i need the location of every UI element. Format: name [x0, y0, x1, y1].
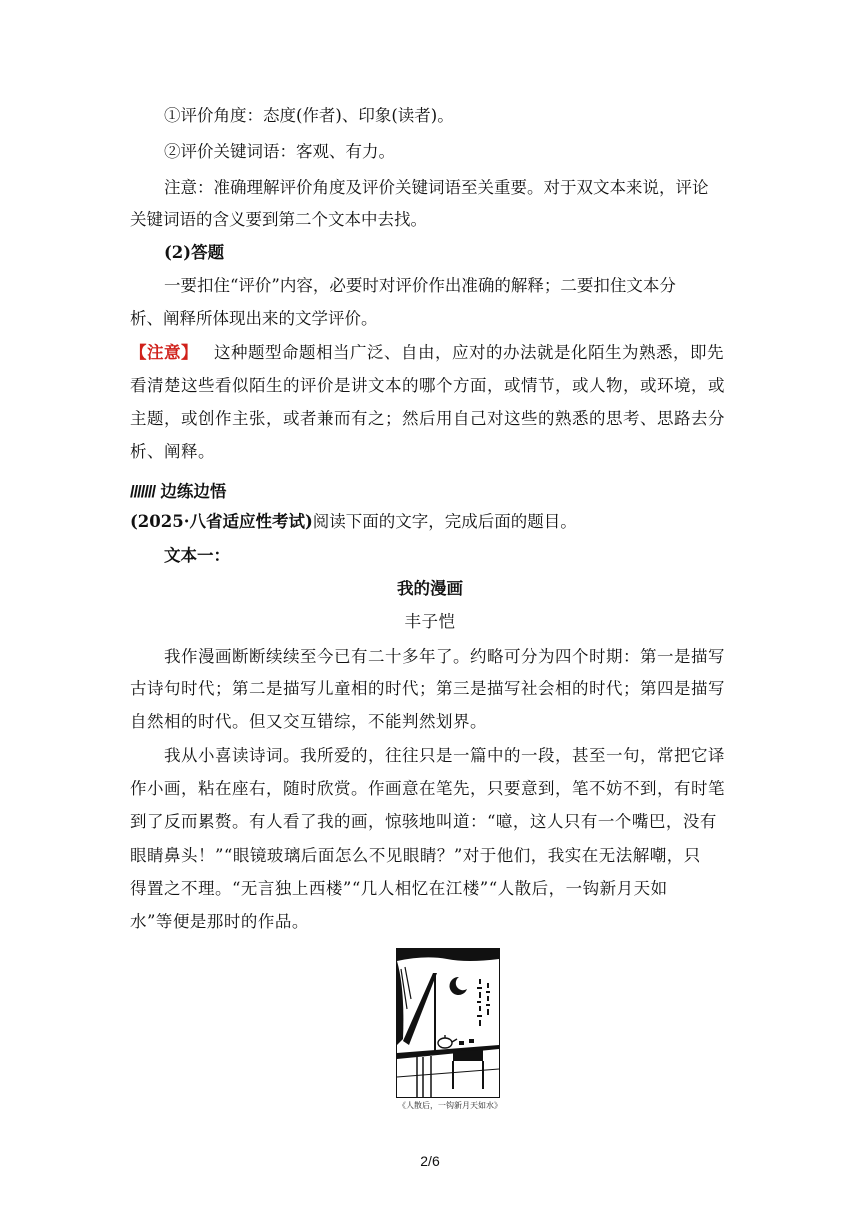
answer-line-2: 析、阐释所体现出来的文学评价。: [130, 309, 378, 328]
text-one-label: 文本一：: [164, 546, 230, 565]
paragraph-1-line-3: 自然相的时代。但又交互错综，不能判然划界。: [130, 712, 487, 731]
practice-instruction-line: [130, 512, 730, 532]
note-line-2: 关键词语的含义要到第二个文本中去找。: [130, 210, 427, 229]
practice-heading: [130, 482, 730, 502]
practice-title: 边练边悟: [160, 482, 227, 501]
tip-line-1: [130, 343, 730, 363]
practice-instruction: 阅读下面的文字，完成后面的题目。: [312, 512, 577, 531]
manga-drawing: [397, 949, 499, 1097]
tip-line-2: 看清楚这些看似陌生的评价是讲文本的哪个方面，或情节，或人物，或环境，或: [130, 376, 725, 395]
paragraph-1-line-1: 我作漫画断断续续至今已有二十多年了。约略可分为四个时期：第一是描写: [164, 647, 725, 666]
paragraph-2-line-4: 眼睛鼻头！”“眼镜玻璃后面怎么不见眼睛？”对于他们，我实在无法解嘲，只: [130, 846, 701, 865]
paragraph-2-line-2: 作小画，粘在座右，随时欣赏。作画意在笔先，只要意到，笔不妨不到，有时笔: [130, 779, 725, 798]
paragraph-2-line-6: 水”等便是那时的作品。: [130, 912, 309, 931]
tip-line-3: 主题，或创作主张，或者兼而有之；然后用自己对这些的熟悉的思考、思路去分: [130, 409, 725, 428]
section-marker: ///////: [130, 483, 156, 501]
paragraph-2-line-3: 到了反而累赘。有人看了我的画，惊骇地叫道：“噫，这人只有一个嘴巴，没有: [130, 812, 717, 831]
tip-tag: 【注意】: [130, 343, 198, 362]
figure-caption: 《人散后，一钩新月天如水》: [398, 1101, 502, 1110]
tip-line-4: 析、阐释。: [130, 442, 215, 461]
paragraph-2-line-5: 得置之不理。“无言独上西楼”“几人相忆在江楼”“人散后，一钩新月天如: [130, 879, 668, 898]
answer-heading: (2)答题: [164, 243, 225, 262]
manga-illustration: [396, 948, 500, 1098]
exam-source: (2025·八省适应性考试): [130, 512, 313, 531]
tip-text-1: 这种题型命题相当广泛、自由，应对的办法就是化陌生为熟悉，即先: [214, 343, 724, 362]
evaluation-keywords: ②评价关键词语：客观、有力。: [164, 142, 395, 161]
paragraph-2-line-1: 我从小喜读诗词。我所爱的，往往只是一篇中的一段，甚至一句，常把它译: [164, 746, 725, 765]
note-line-1: 注意：准确理解评价角度及评价关键词语至关重要。对于双文本来说，评论: [164, 178, 709, 197]
paragraph-1-line-2: 古诗句时代；第二是描写儿童相的时代；第三是描写社会相的时代；第四是描写: [130, 679, 725, 698]
answer-line-1: 一要扣住“评价”内容，必要时对评价作出准确的解释；二要扣住文本分: [164, 276, 676, 295]
article-author: 丰子恺: [404, 612, 456, 631]
article-title: 我的漫画: [397, 579, 463, 598]
evaluation-angle: ①评价角度：态度(作者)、印象(读者)。: [164, 106, 454, 125]
page-number: 2/6: [420, 1153, 440, 1169]
